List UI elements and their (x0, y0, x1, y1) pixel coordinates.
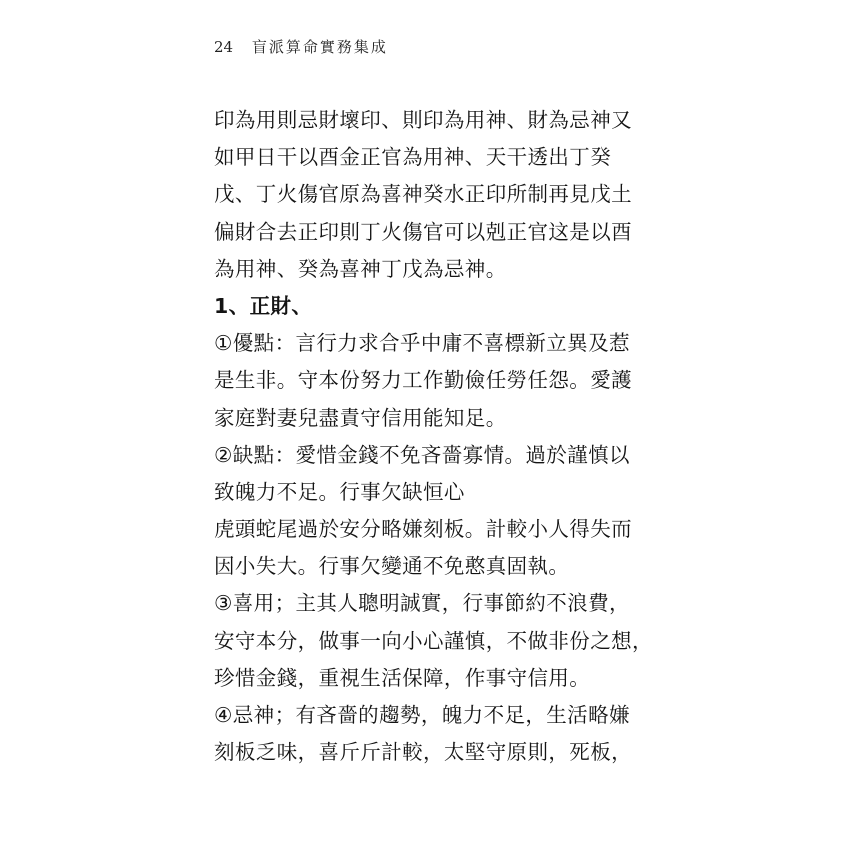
text-line: 虎頭蛇尾過於安分略嫌刻板。計較小人得失而 (214, 517, 632, 542)
text-line: ①優點：言行力求合乎中庸不喜標新立異及惹 (214, 331, 630, 356)
text-line: 家庭對妻兒盡責守信用能知足。 (214, 405, 507, 430)
text-line: ③喜用；主其人聰明誠實，行事節約不浪費， (214, 591, 630, 616)
text-line: ④忌神；有吝嗇的趨勢，魄力不足，生活略嫌 (214, 703, 630, 727)
text-line: 偏財合去正印則丁火傷官可以剋正官这是以酉 (214, 219, 632, 244)
page-header (214, 36, 388, 57)
text-line: 刻板乏味，喜斤斤計較，太堅守原則，死板， (214, 740, 632, 765)
book-title: 盲派算命實務集成 (251, 38, 388, 56)
text-line: 為用神、癸為喜神丁戊為忌神。 (214, 256, 507, 281)
text-line: 是生非。守本份努力工作勤儉任勞任怨。愛護 (214, 368, 632, 393)
text-line: 印為用則忌財壞印、則印為用神、財為忌神又 (214, 108, 632, 132)
text-line: 戊、丁火傷官原為喜神癸水正印所制再見戊土 (214, 182, 632, 207)
page-number: 24 (214, 38, 234, 56)
text-line: 因小失大。行事欠變通不免憨真固執。 (214, 554, 570, 579)
text-line: 致魄力不足。行事欠缺恒心 (214, 479, 465, 504)
section-heading: 1、正財、 (214, 293, 313, 318)
page-body (214, 102, 653, 771)
text-line: ②缺點：愛惜金錢不免吝嗇寡情。過於謹慎以 (214, 442, 630, 467)
text-line: 珍惜金錢，重視生活保障，作事守信用。 (214, 665, 591, 690)
text-line: 安守本分，做事一向小心謹慎，不做非份之想， (214, 628, 653, 653)
text-line: 如甲日干以酉金正官為用神、天干透出丁癸 (214, 145, 612, 170)
